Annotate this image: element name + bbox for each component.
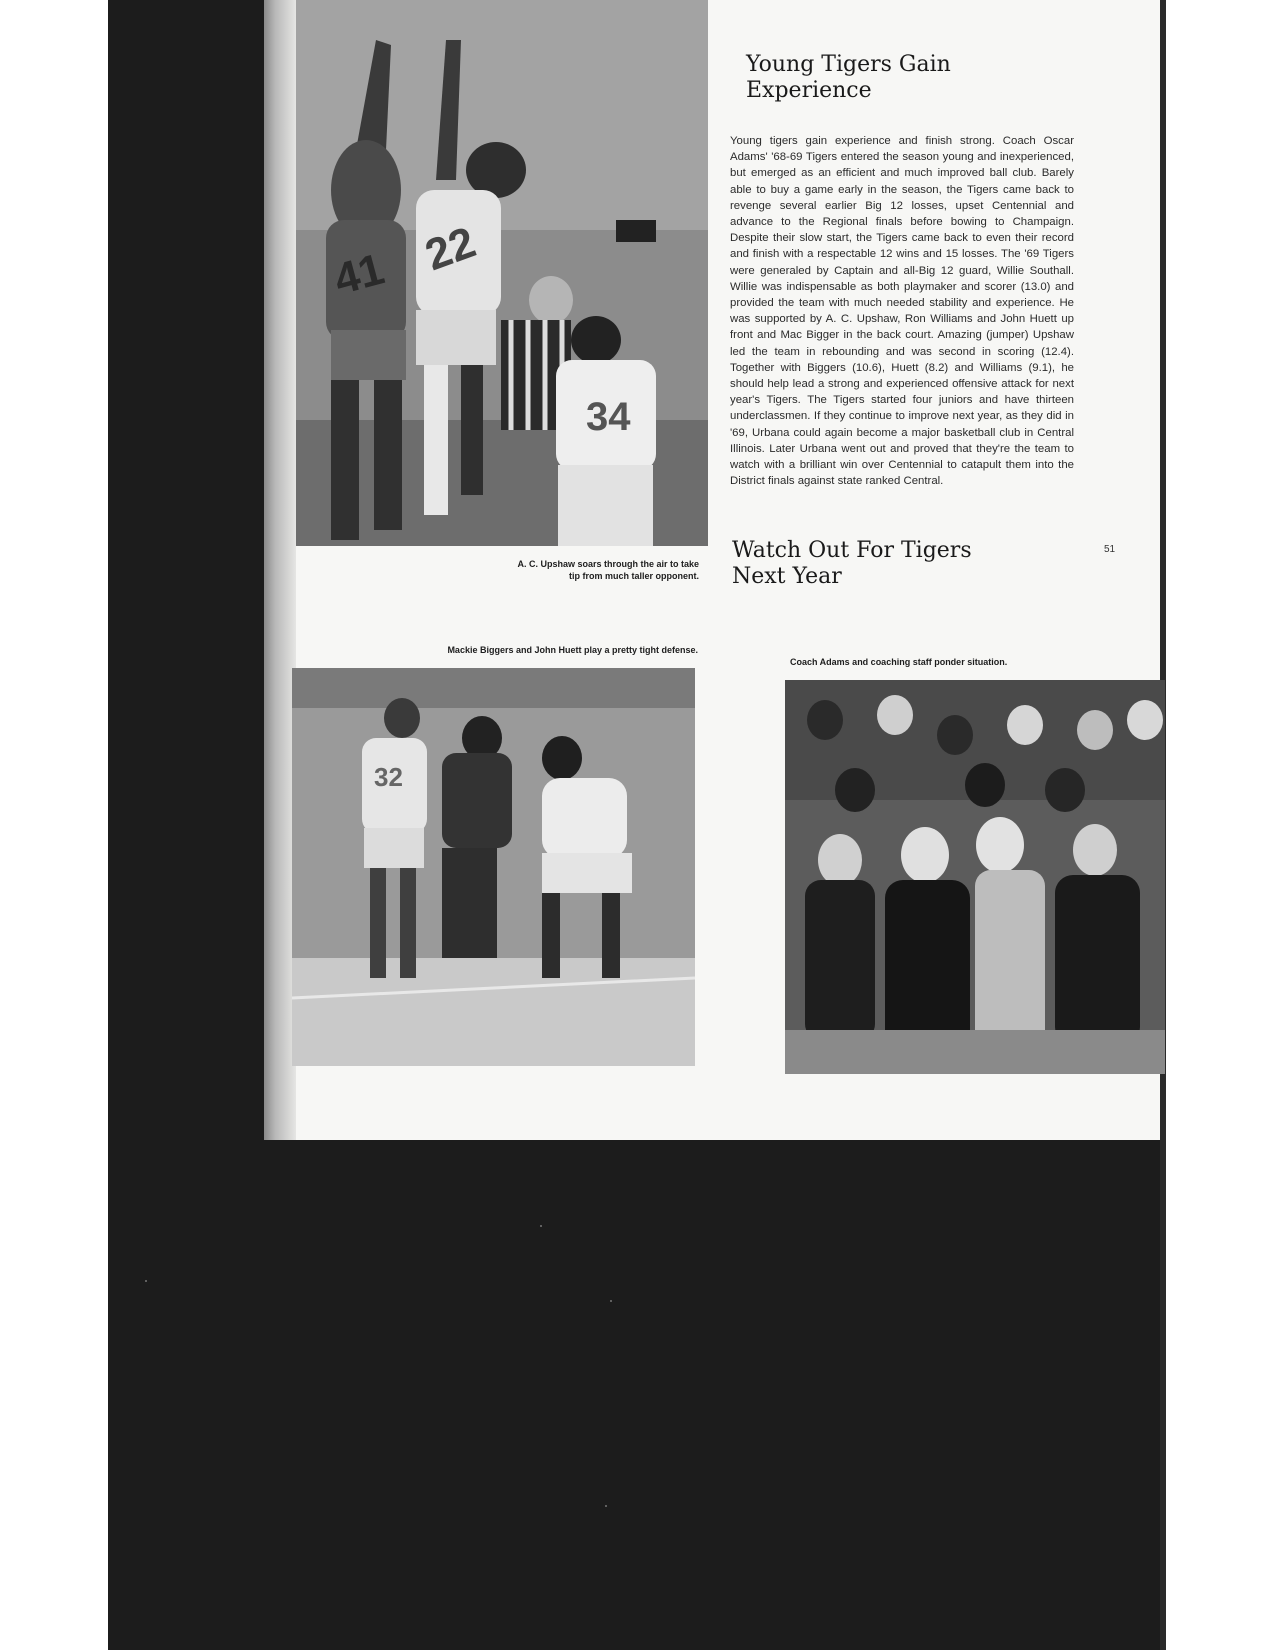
jersey-number-22: 22 [418,217,482,281]
tipoff-photo-caption: A. C. Upshaw soars through the air to take tip from much taller opponent. [517,559,699,581]
jersey-number-41: 41 [329,244,390,305]
defense-photo-caption: Mackie Biggers and John Huett play a pretty tight defense. [447,645,698,655]
scan-artifact [540,1225,542,1227]
section-heading: Watch Out For Tigers Next Year [732,538,972,590]
bench-photo [785,680,1165,1074]
scan-artifact [145,1280,147,1282]
jersey-number-32: 32 [374,762,403,792]
article-body: Young tigers gain experience and finish strong. Coach Oscar Adams' '68-69 Tigers entered the season young and inexperienced, but emerged as an efficient and much improved ball club. Barely able to buy a game early in the season, the Tigers came back to revenge several earlier Big 12 losses, upset Centennial and advance to the Regional finals before bowing to Champaign. Despite their slow start, the Tigers came back to even their record and finish with a respectable 12 wins and 15 losses. The '69 Tigers were generaled by Captain and all-Big 12 guard, Willie Southall. Willie was indispensable as both playmaker and scorer (13.0) and provided the team with much needed stability and experience. He was supported by A. C. Upshaw, Ron Williams and John Huett up front and Mac Bigger in the back court. Amazing (jumper) Upshaw led the team in rebounding and was second in scoring (12.4). Together with Biggers (10.6), Huett (8.2) and Williams (9.1), he should help lead a strong and experienced offensive attack for next year's Tigers. The Tigers started four juniors and have thirteen underclassmen. If they continue to improve next year, as they did in '69, Urbana could again become a major basketball club in Central Illinois. Later Urbana went out and proved that they're the team to watch with a brilliant win over Centennial to catapult them into the District finals against state ranked Central. [730,135,1074,488]
tipoff-photo [296,0,708,546]
jersey-number-34: 34 [586,395,631,439]
defense-photo [292,668,695,1066]
bench-photo-caption: Coach Adams and coaching staff ponder situation. [790,657,1008,667]
page-number: 51 [1104,544,1116,555]
scan-artifact [610,1300,612,1302]
article-heading: Young Tigers Gain Experience [746,52,951,104]
scan-artifact [605,1505,607,1507]
